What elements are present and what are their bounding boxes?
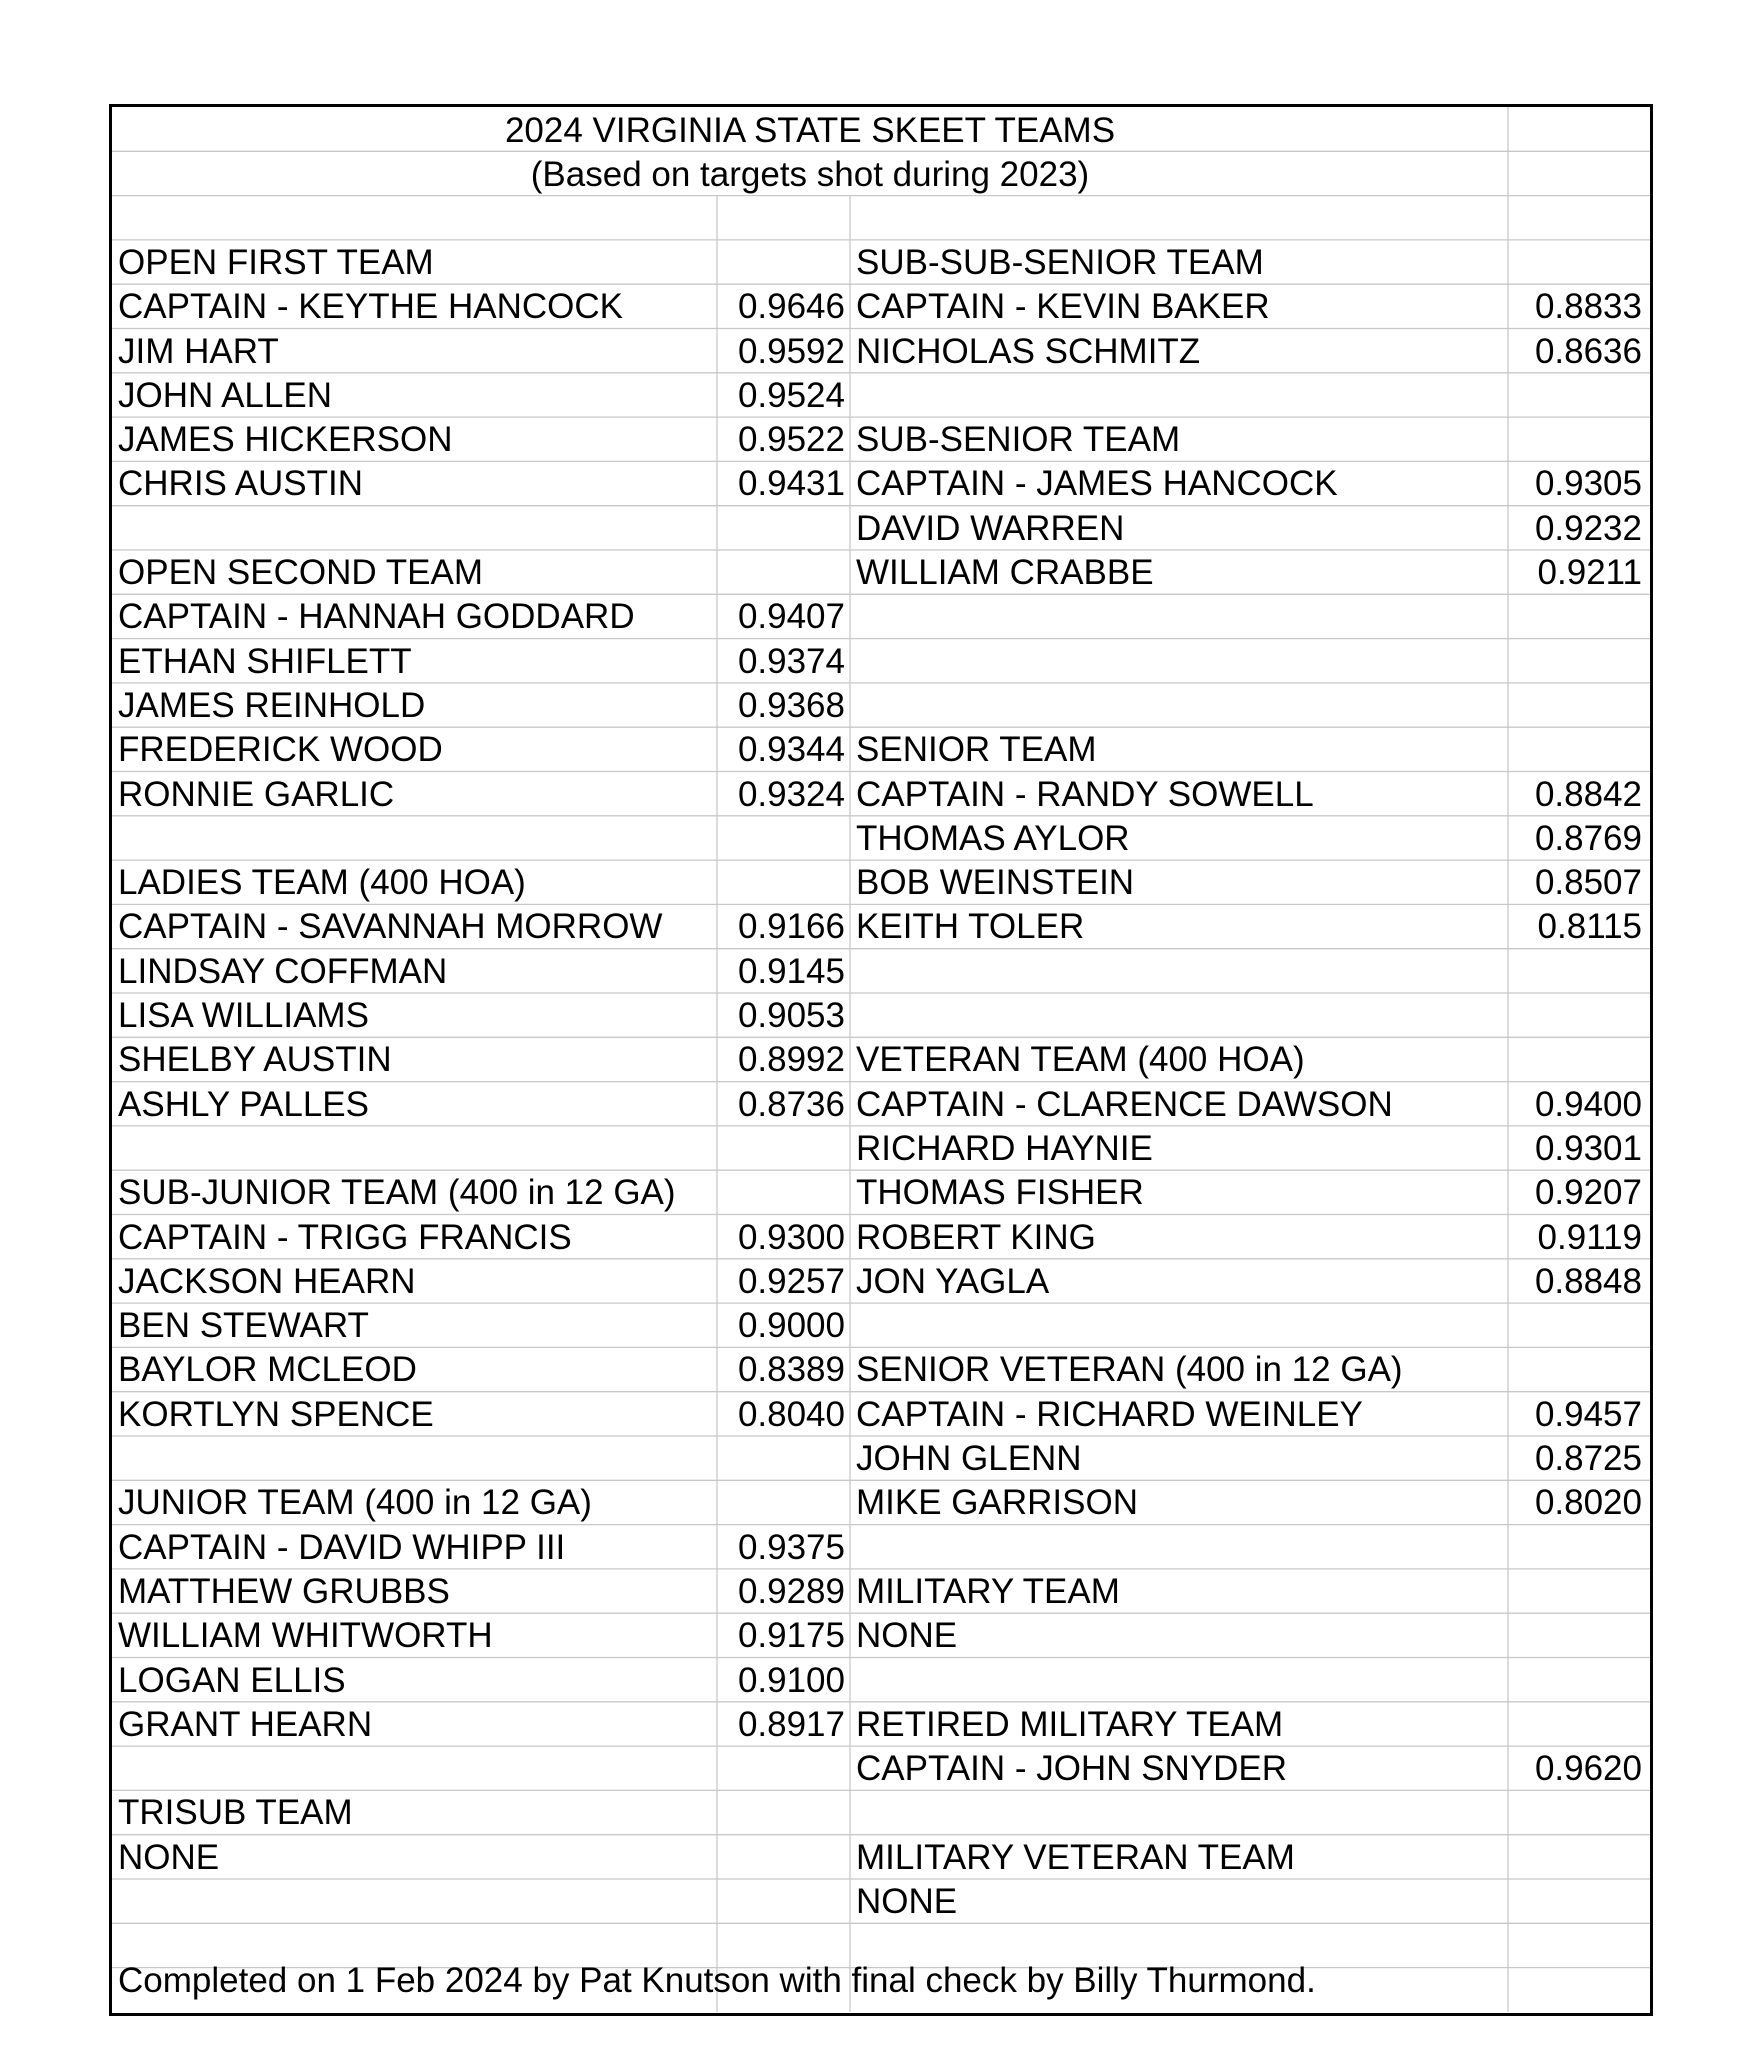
right-entry-name: THOMAS FISHER (856, 1173, 1144, 1213)
left-entry-score: 0.9592 (737, 331, 845, 371)
left-entry-score: 0.9289 (737, 1571, 845, 1611)
left-entry-score: 0.9431 (737, 464, 845, 504)
right-entry-score (1508, 418, 1642, 462)
right-entry-score (1508, 241, 1642, 285)
right-entry-score: 0.8769 (1534, 818, 1642, 858)
right-entry-name: DAVID WARREN (856, 508, 1125, 548)
left-entry-name: RONNIE GARLIC (118, 774, 395, 814)
left-entry-score: 0.9300 (737, 1217, 845, 1257)
left-entry-name: JAMES HICKERSON (118, 420, 453, 460)
right-entry-score (1508, 374, 1642, 418)
right-entry-name: ROBERT KING (856, 1217, 1096, 1257)
left-entry-score: 0.9646 (737, 287, 845, 327)
left-entry-name: JOHN ALLEN (118, 375, 332, 415)
right-entry-score: 0.9457 (1534, 1394, 1642, 1434)
left-entry-score: 0.9524 (737, 375, 845, 415)
right-entry-score: 0.8833 (1534, 287, 1642, 327)
right-entry-score: 0.9301 (1534, 1128, 1642, 1168)
right-entry-name (850, 595, 856, 639)
left-entry-name: JIM HART (118, 331, 279, 371)
left-entry-score: 0.9374 (737, 641, 845, 681)
right-entry-score (1508, 595, 1642, 639)
right-entry-score: 0.8636 (1534, 331, 1642, 371)
left-entry-name: JACKSON HEARN (118, 1261, 416, 1301)
right-entry-name: SENIOR VETERAN (400 in 12 GA) (856, 1350, 1403, 1390)
right-entry-name: CAPTAIN - RANDY SOWELL (856, 774, 1314, 814)
right-entry-name: MILITARY TEAM (856, 1571, 1120, 1611)
right-entry-score: 0.8020 (1534, 1483, 1642, 1523)
left-entry-score (717, 1127, 845, 1171)
right-entry-score (1508, 640, 1642, 684)
right-entry-name: VETERAN TEAM (400 HOA) (856, 1040, 1305, 1080)
left-entry-score (717, 241, 845, 285)
left-entry-score: 0.9344 (737, 730, 845, 770)
left-entry-name: LINDSAY COFFMAN (118, 951, 448, 991)
right-entry-score: 0.9232 (1534, 508, 1642, 548)
right-entry-name: SUB-SUB-SENIOR TEAM (856, 242, 1264, 282)
right-entry-name (850, 374, 856, 418)
left-entry-score: 0.9053 (737, 996, 845, 1035)
left-entry-name: FREDERICK WOOD (118, 730, 443, 770)
right-entry-name: BOB WEINSTEIN (856, 863, 1135, 903)
right-entry-name: JOHN GLENN (856, 1439, 1082, 1478)
right-entry-score (1508, 1526, 1642, 1570)
right-entry-name: CAPTAIN - JOHN SNYDER (856, 1749, 1288, 1789)
left-entry-name (112, 1437, 118, 1481)
left-entry-name (112, 1747, 118, 1791)
right-entry-score: 0.8848 (1534, 1261, 1642, 1301)
right-entry-score (1508, 1880, 1642, 1924)
left-entry-name: ETHAN SHIFLETT (118, 641, 412, 681)
right-entry-score (1508, 1038, 1642, 1082)
left-entry-score: 0.8389 (737, 1350, 845, 1390)
left-entry-name: NONE (118, 1837, 220, 1877)
left-entry-score: 0.9324 (737, 774, 845, 814)
left-entry-name: ASHLY PALLES (118, 1084, 369, 1124)
right-entry-score (1508, 1614, 1642, 1658)
left-entry-score: 0.9100 (737, 1660, 845, 1700)
right-entry-name: RICHARD HAYNIE (856, 1128, 1153, 1168)
right-entry-score (1508, 1570, 1642, 1614)
left-entry-score (717, 507, 845, 551)
right-entry-name: CAPTAIN - JAMES HANCOCK (856, 464, 1338, 504)
right-entry-name: CAPTAIN - KEVIN BAKER (856, 287, 1270, 327)
left-entry-name: LISA WILLIAMS (118, 996, 369, 1035)
right-entry-score (1508, 728, 1642, 772)
left-entry-name: CAPTAIN - TRIGG FRANCIS (118, 1217, 572, 1257)
left-entry-name: CAPTAIN - HANNAH GODDARD (118, 597, 635, 637)
left-entry-score: 0.9166 (737, 907, 845, 947)
left-entry-score (717, 861, 845, 905)
right-entry-name: CAPTAIN - CLARENCE DAWSON (856, 1084, 1393, 1124)
right-entry-score: 0.8725 (1534, 1439, 1642, 1478)
left-entry-name (112, 1127, 118, 1171)
right-entry-score: 0.9305 (1534, 464, 1642, 504)
left-entry-score (717, 551, 845, 595)
left-entry-score: 0.9522 (737, 420, 845, 460)
left-entry-name: KORTLYN SPENCE (118, 1394, 434, 1434)
left-entry-score: 0.9407 (737, 597, 845, 637)
left-entry-name: SUB-JUNIOR TEAM (400 in 12 GA) (118, 1173, 676, 1213)
right-entry-name: NICHOLAS SCHMITZ (856, 331, 1201, 371)
left-entry-score (717, 1791, 845, 1835)
left-entry-name: WILLIAM WHITWORTH (118, 1616, 493, 1656)
left-entry-name: GRANT HEARN (118, 1704, 373, 1744)
skeet-teams-sheet (109, 104, 1653, 2016)
left-entry-name: JUNIOR TEAM (400 in 12 GA) (118, 1483, 592, 1523)
left-entry-name: BAYLOR MCLEOD (118, 1350, 417, 1390)
left-entry-score: 0.8917 (737, 1704, 845, 1744)
left-entry-score (717, 817, 845, 861)
left-entry-name (112, 507, 118, 551)
left-entry-score: 0.9145 (737, 951, 845, 991)
right-entry-name: RETIRED MILITARY TEAM (856, 1704, 1284, 1744)
right-entry-name: MILITARY VETERAN TEAM (856, 1837, 1295, 1877)
right-entry-name: SENIOR TEAM (856, 730, 1097, 770)
right-entry-name (850, 1526, 856, 1570)
right-entry-score: 0.9400 (1534, 1084, 1642, 1124)
right-entry-score: 0.9207 (1534, 1173, 1642, 1213)
right-entry-score (1508, 1703, 1642, 1747)
left-entry-score (717, 1171, 845, 1215)
left-entry-name: TRISUB TEAM (118, 1793, 353, 1833)
right-entry-score: 0.9119 (1537, 1217, 1642, 1257)
right-entry-score (1508, 950, 1642, 994)
left-entry-score (717, 1836, 845, 1880)
left-entry-name: CHRIS AUSTIN (118, 464, 364, 504)
right-entry-name (850, 1659, 856, 1703)
left-entry-name: LADIES TEAM (400 HOA) (118, 863, 526, 903)
left-entry-name: LOGAN ELLIS (118, 1660, 346, 1700)
left-entry-score: 0.9368 (737, 685, 845, 725)
right-entry-score (1508, 1659, 1642, 1703)
right-entry-score: 0.8842 (1534, 774, 1642, 814)
right-entry-score (1508, 1836, 1642, 1880)
right-entry-name: CAPTAIN - RICHARD WEINLEY (856, 1394, 1363, 1434)
right-entry-score (1508, 1791, 1642, 1835)
right-entry-score (1508, 1304, 1642, 1348)
left-entry-name: BEN STEWART (118, 1306, 369, 1346)
left-entry-score: 0.9375 (737, 1527, 845, 1567)
right-entry-score: 0.8115 (1537, 907, 1642, 947)
left-entry-score (717, 1481, 845, 1525)
left-entry-name: OPEN FIRST TEAM (118, 242, 434, 282)
left-entry-score: 0.8040 (737, 1394, 845, 1434)
right-entry-name (850, 994, 856, 1038)
sheet-title: 2024 VIRGINIA STATE SKEET TEAMS (504, 111, 1116, 150)
right-entry-score (1508, 684, 1642, 728)
right-entry-score (1508, 1348, 1642, 1392)
left-entry-score (717, 1437, 845, 1481)
left-entry-name: CAPTAIN - KEYTHE HANCOCK (118, 287, 623, 327)
right-entry-name: JON YAGLA (856, 1261, 1050, 1301)
right-entry-name: KEITH TOLER (856, 907, 1085, 947)
right-entry-score: 0.9211 (1537, 553, 1642, 592)
right-entry-score: 0.8507 (1534, 863, 1642, 903)
right-entry-name (850, 950, 856, 994)
left-entry-score: 0.8992 (737, 1040, 845, 1080)
left-entry-score: 0.8736 (737, 1084, 845, 1124)
right-entry-name: MIKE GARRISON (856, 1483, 1138, 1523)
left-entry-name: JAMES REINHOLD (118, 685, 426, 725)
right-entry-name: NONE (856, 1616, 958, 1656)
left-entry-score (717, 1880, 845, 1924)
right-entry-name (850, 1304, 856, 1348)
left-entry-name (112, 817, 118, 861)
right-entry-name: SUB-SENIOR TEAM (856, 420, 1181, 460)
left-entry-name: OPEN SECOND TEAM (118, 553, 483, 592)
right-entry-score (1508, 1924, 1642, 1968)
left-entry-name: SHELBY AUSTIN (118, 1040, 392, 1080)
left-entry-name: MATTHEW GRUBBS (118, 1571, 450, 1611)
right-entry-name (850, 1791, 856, 1835)
left-entry-name (112, 1880, 118, 1924)
left-entry-name: CAPTAIN - DAVID WHIPP III (118, 1527, 566, 1567)
left-entry-name: CAPTAIN - SAVANNAH MORROW (118, 907, 663, 947)
left-entry-score (717, 1747, 845, 1791)
right-entry-score (1508, 994, 1642, 1038)
right-entry-name (850, 640, 856, 684)
left-entry-score: 0.9000 (737, 1306, 845, 1346)
completion-note: Completed on 1 Feb 2024 by Pat Knutson with final check by Billy Thurmond. (118, 1961, 1316, 2000)
sheet-subtitle: (Based on targets shot during 2023) (530, 155, 1090, 194)
right-entry-name: NONE (856, 1882, 958, 1921)
left-entry-score: 0.9175 (737, 1616, 845, 1656)
right-entry-name: WILLIAM CRABBE (856, 553, 1154, 592)
right-entry-score: 0.9620 (1534, 1749, 1642, 1789)
right-entry-name (850, 684, 856, 728)
left-entry-score: 0.9257 (737, 1261, 845, 1301)
right-entry-name: THOMAS AYLOR (856, 818, 1130, 858)
